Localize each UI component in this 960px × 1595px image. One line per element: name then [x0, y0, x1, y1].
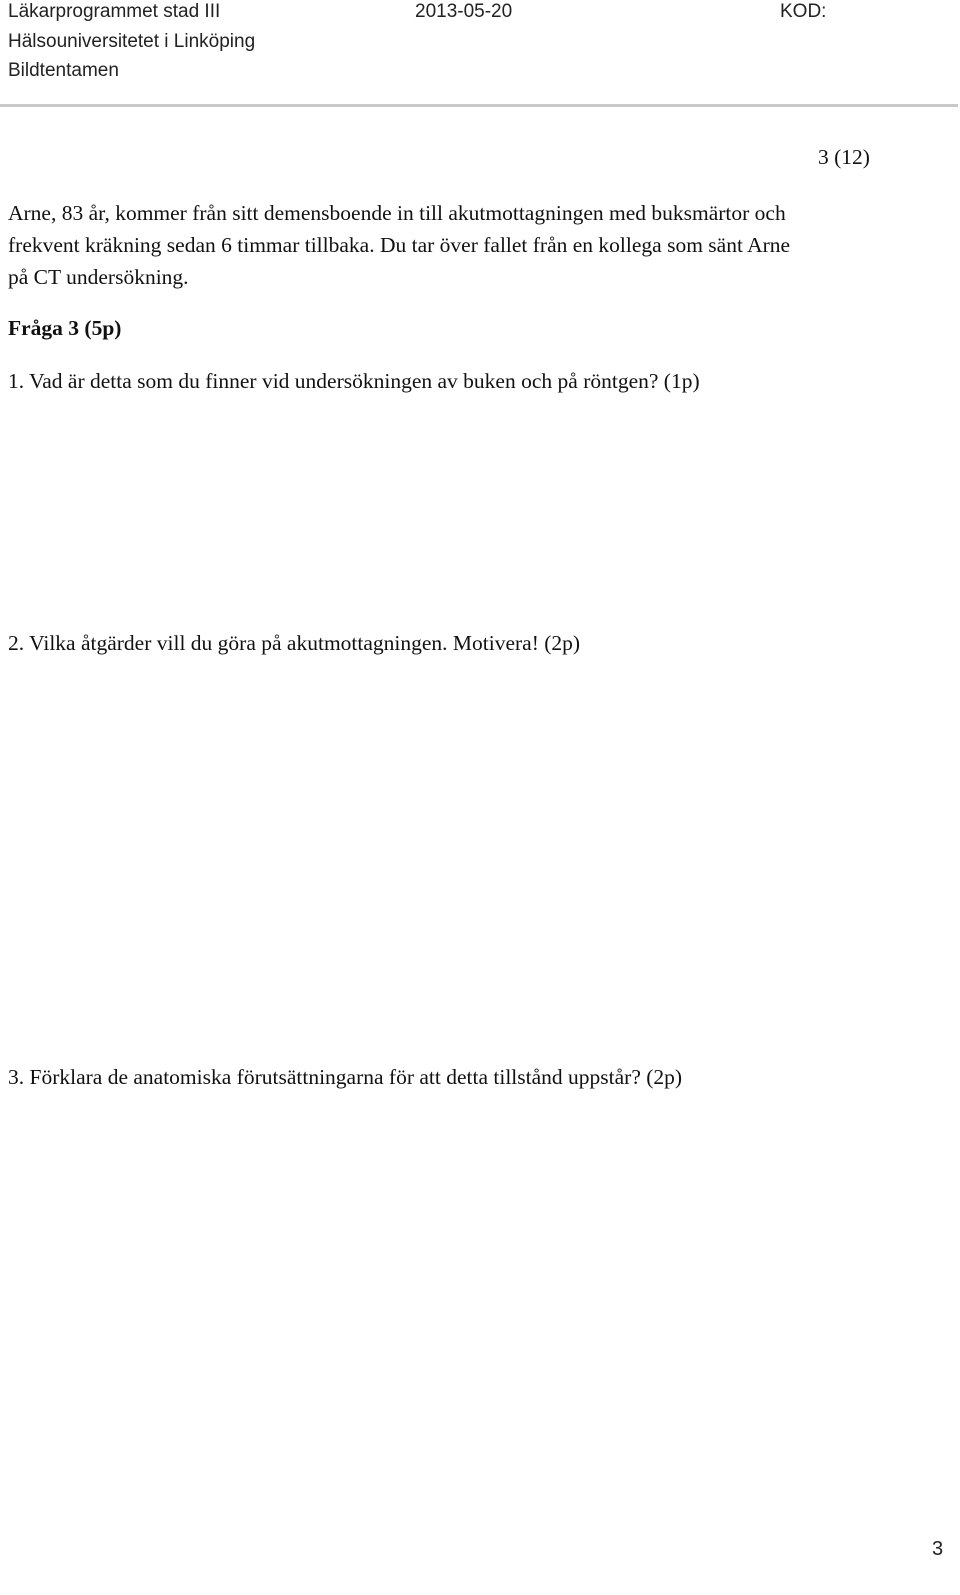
question-1: 1. Vad är detta som du finner vid undersökningen av buken och på röntgen? (1p): [8, 369, 700, 393]
header-exam: Bildtentamen: [8, 60, 119, 81]
question-2: 2. Vilka åtgärder vill du göra på akutmottagningen. Motivera! (2p): [8, 631, 581, 655]
question-3: 3. Förklara de anatomiska förutsättningarna för att detta tillstånd uppstår? (2p): [8, 1065, 683, 1089]
footer-page-number: 3: [932, 1538, 944, 1560]
case-line-1: Arne, 83 år, kommer från sitt demensboende in till akutmottagningen med buksmärtor och: [8, 201, 786, 225]
header-university: Hälsouniversitetet i Linköping: [8, 31, 256, 52]
case-line-3: på CT undersökning.: [8, 265, 189, 289]
header-date: 2013-05-20: [415, 1, 513, 22]
header-program: Läkarprogrammet stad III: [8, 1, 221, 22]
case-line-2: frekvent kräkning sedan 6 timmar tillbaka. Du tar över fallet från en kollega som sänt Arne: [8, 233, 791, 257]
case-description: [8, 197, 908, 293]
header-divider: [0, 104, 958, 107]
question-heading: Fråga 3 (5p): [8, 316, 122, 340]
header-code-label: KOD:: [780, 1, 827, 22]
page-counter: 3 (12): [818, 145, 870, 169]
